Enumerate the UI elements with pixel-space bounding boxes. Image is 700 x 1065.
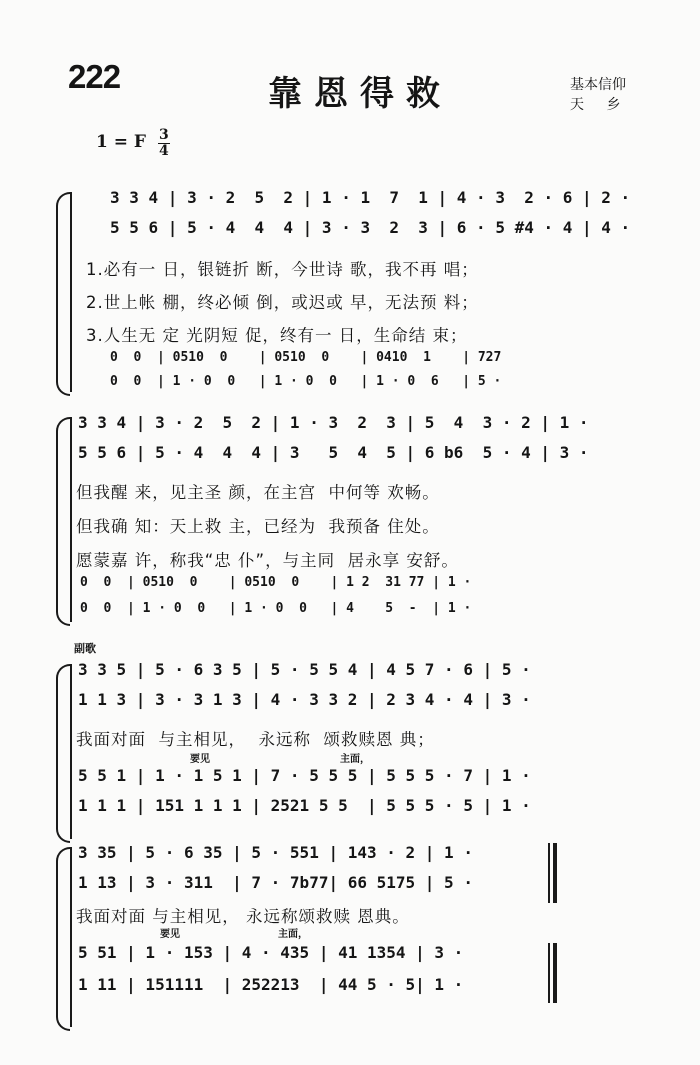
lyric-verse-3: 3.人生无 定 光阴短 促，终有一 日，生命结 束；	[86, 326, 468, 345]
alto-notes: 1 13 | 3 · 311 | 7 · 7b77| 66 5175 | 5 ·	[78, 873, 473, 892]
alto-notes: 5 5 6 | 5 · 4 4 4 | 3 · 3 2 3 | 6 · 5 #4 · 4 | 4 ·	[110, 218, 631, 237]
lyric-verse-2: 2.世上帐 棚，终必倾 倒，或迟或 早，无法预 料；	[86, 293, 479, 312]
alto-notes: 1 1 3 | 3 · 3 1 3 | 4 · 3 3 2 | 2 3 4 · 4 | 3 ·	[78, 690, 531, 709]
final-barline-thick	[553, 843, 557, 903]
lyric-verse-1: 但我醒 来，见主圣 颜，在主宫 中何等 欢畅。	[76, 483, 440, 502]
chorus-label: 副歌	[74, 642, 96, 655]
hymn-title: 靠恩得救	[268, 74, 452, 114]
final-barline-thin	[548, 943, 550, 1003]
time-sig-top: 3	[159, 127, 169, 143]
soprano-notes: 3 3 5 | 5 · 6 3 5 | 5 · 5 5 4 | 4 5 7 · 6 | 5 ·	[78, 660, 531, 679]
hymn-category: 基本信仰	[570, 77, 626, 93]
soprano-notes: 3 3 4 | 3 · 2 5 2 | 1 · 1 7 1 | 4 · 3 2 · 6 | 2 ·	[110, 188, 631, 207]
final-barline-thin	[548, 843, 550, 903]
tenor-notes: 5 5 1 | 1 · 1 5 1 | 7 · 5 5 5 | 5 5 5 · 7 | 1 ·	[78, 766, 531, 785]
hymn-number: 222	[68, 58, 121, 95]
bass-notes: 0 0 | 1 · 0 0 | 1 · 0 0 | 1 · 0 6 | 5 ·	[110, 374, 502, 389]
echo-text-b: 主面，	[278, 929, 308, 940]
lyric-verse-1: 1.必有一 日，银链折 断，今世诗 歌，我不再 唱；	[86, 260, 479, 279]
echo-text-b: 主面，	[340, 754, 370, 765]
time-sig-bottom: 4	[159, 143, 169, 159]
time-signature	[158, 128, 170, 159]
bass-notes: 0 0 | 1 · 0 0 | 1 · 0 0 | 4 5 - | 1 ·	[80, 601, 472, 616]
soprano-notes: 3 35 | 5 · 6 35 | 5 · 551 | 143 · 2 | 1 ·	[78, 843, 473, 862]
lyric-verse-3: 愿蒙嘉 许，称我“忠 仆”，与主同 居永享 安舒。	[76, 551, 459, 570]
system-start-bar	[70, 664, 72, 839]
echo-text-a: 要见	[160, 929, 180, 940]
system-start-bar	[70, 192, 72, 392]
tenor-notes: 5 51 | 1 · 153 | 4 · 435 | 41 1354 | 3 ·	[78, 943, 464, 962]
key-signature: 1 = F	[96, 132, 146, 152]
system-brace	[56, 847, 70, 1031]
system-start-bar	[70, 417, 72, 622]
echo-text-a: 要见	[190, 754, 210, 765]
system-start-bar	[70, 847, 72, 1027]
chorus-lyric: 我面对面 与主相见， 永远称颂救赎 恩典。	[76, 907, 410, 926]
bass-notes: 1 1 1 | 151 1 1 1 | 2521 5 5 | 5 5 5 · 5 | 1 ·	[78, 796, 531, 815]
alto-notes: 5 5 6 | 5 · 4 4 4 | 3 5 4 5 | 6 b6 5 · 4 | 3 ·	[78, 443, 589, 462]
system-brace	[56, 664, 70, 843]
soprano-notes: 3 3 4 | 3 · 2 5 2 | 1 · 3 2 3 | 5 4 3 · 2 | 1 ·	[78, 413, 589, 432]
system-brace	[56, 192, 70, 396]
lyric-verse-2: 但我确 知：天上救 主，已经为 我预备 住处。	[76, 517, 440, 536]
final-barline-thick	[553, 943, 557, 1003]
bass-notes: 1 11 | 151111 | 252213 | 44 5 · 5| 1 ·	[78, 975, 464, 994]
system-brace	[56, 417, 70, 626]
tenor-notes: 0 0 | 0510 0 | 0510 0 | 1 2 31 77 | 1 ·	[80, 575, 472, 590]
hymn-author: 天 乡	[570, 97, 621, 113]
chorus-lyric: 我面对面 与主相见， 永远称 颂救赎恩 典；	[76, 730, 435, 749]
tenor-notes: 0 0 | 0510 0 | 0510 0 | 0410 1 | 727	[110, 350, 502, 365]
